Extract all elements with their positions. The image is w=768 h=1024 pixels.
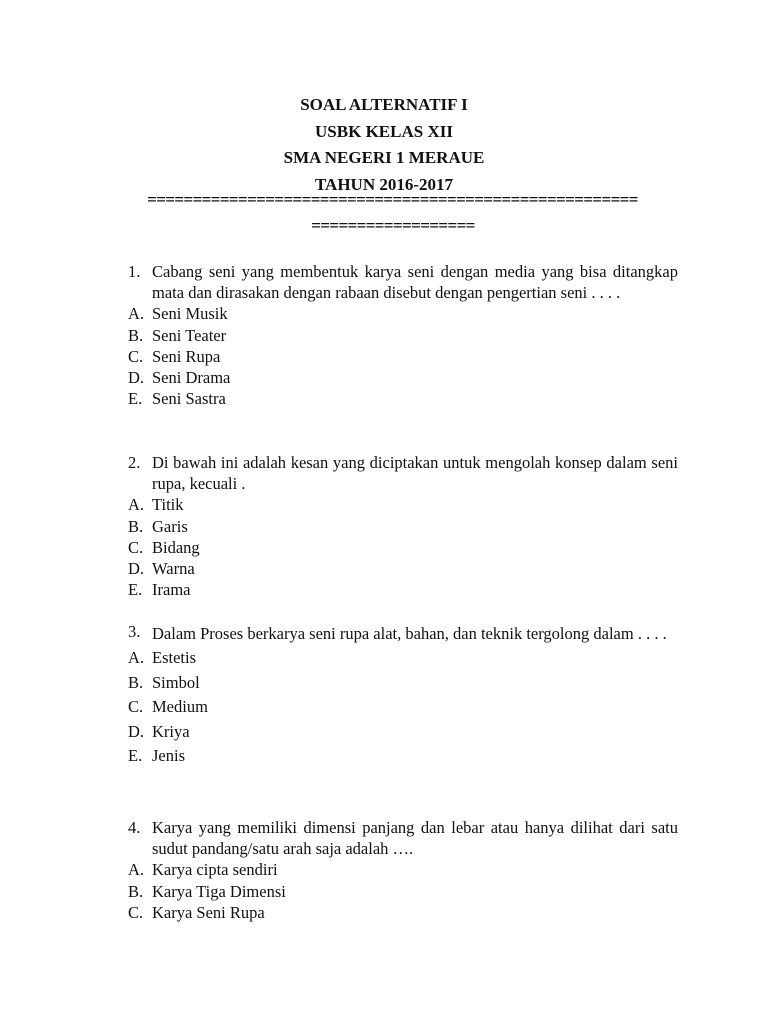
option-letter: E. bbox=[128, 580, 143, 600]
option-b bbox=[128, 516, 678, 537]
option-text: Bidang bbox=[152, 537, 200, 557]
option-letter: C. bbox=[128, 902, 144, 922]
option-letter: E. bbox=[128, 389, 143, 409]
option-d bbox=[128, 558, 678, 579]
option-c bbox=[128, 695, 678, 720]
option-d bbox=[128, 720, 678, 745]
option-text: Karya Seni Rupa bbox=[152, 902, 265, 922]
option-letter: D. bbox=[128, 559, 145, 579]
question-text: Cabang seni yang membentuk karya seni dengan media yang bisa ditangkap mata dan dirasakan dengan rabaan disebut dengan pengertian seni . . . . bbox=[152, 262, 678, 303]
option-b bbox=[128, 881, 678, 902]
option-a bbox=[128, 494, 678, 515]
question-number: 3. bbox=[128, 622, 141, 641]
question-number: 1. bbox=[128, 262, 141, 281]
option-text: Garis bbox=[152, 516, 188, 536]
question-number: 4. bbox=[128, 818, 141, 837]
option-c bbox=[128, 537, 678, 558]
option-text: Karya cipta sendiri bbox=[152, 860, 278, 880]
option-text: Karya Tiga Dimensi bbox=[152, 881, 286, 901]
option-text: Seni Teater bbox=[152, 325, 227, 345]
option-text: Jenis bbox=[152, 746, 185, 765]
option-a bbox=[128, 859, 678, 880]
option-d bbox=[128, 367, 678, 388]
header-exam: USBK KELAS XII bbox=[315, 121, 453, 141]
option-a bbox=[128, 303, 678, 324]
option-letter: E. bbox=[128, 746, 143, 765]
question-text: Di bawah ini adalah kesan yang diciptakan untuk mengolah konsep dalam seni rupa, kecuali . bbox=[152, 453, 678, 494]
option-c bbox=[128, 902, 678, 923]
header-separator: ====================================================== bbox=[147, 190, 638, 209]
question-1 bbox=[128, 261, 678, 409]
header-school: SMA NEGERI 1 MERAUE bbox=[283, 148, 485, 167]
option-e bbox=[128, 388, 678, 409]
option-c bbox=[128, 346, 678, 367]
option-letter: B. bbox=[128, 325, 144, 345]
option-text: Titik bbox=[152, 495, 184, 515]
option-text: Simbol bbox=[152, 672, 200, 692]
option-letter: D. bbox=[128, 368, 145, 388]
question-text: Dalam Proses berkarya seni rupa alat, bahan, dan teknik tergolong dalam . . . . bbox=[152, 624, 667, 643]
option-text: Seni Musik bbox=[152, 304, 228, 324]
question-2 bbox=[128, 452, 678, 600]
option-text: Irama bbox=[152, 580, 191, 600]
option-b bbox=[128, 325, 678, 346]
option-text: Seni Drama bbox=[152, 368, 231, 388]
header-separator-continued: ================== bbox=[311, 216, 475, 235]
option-letter: A. bbox=[128, 304, 145, 324]
option-text: Seni Sastra bbox=[152, 389, 226, 409]
option-e bbox=[128, 744, 678, 769]
question-text: Karya yang memiliki dimensi panjang dan lebar atau hanya dilihat dari satu sudut pandang/satu arah saja adalah …. bbox=[152, 818, 678, 859]
option-letter: C. bbox=[128, 697, 144, 716]
option-text: Seni Rupa bbox=[152, 346, 221, 366]
document-header bbox=[0, 92, 768, 198]
option-letter: C. bbox=[128, 346, 144, 366]
question-3 bbox=[128, 621, 678, 769]
option-letter: B. bbox=[128, 672, 144, 692]
option-text: Medium bbox=[152, 697, 208, 716]
option-letter: D. bbox=[128, 721, 145, 741]
option-letter: A. bbox=[128, 648, 145, 667]
option-text: Kriya bbox=[152, 721, 190, 741]
option-b bbox=[128, 671, 678, 696]
option-letter: B. bbox=[128, 881, 144, 901]
header-year: TAHUN 2016-2017 bbox=[314, 174, 454, 194]
option-letter: A. bbox=[128, 495, 145, 515]
option-letter: C. bbox=[128, 537, 144, 557]
option-e bbox=[128, 579, 678, 600]
question-number: 2. bbox=[128, 453, 141, 472]
header-title: SOAL ALTERNATIF I bbox=[300, 95, 468, 114]
question-4 bbox=[128, 817, 678, 923]
option-letter: B. bbox=[128, 516, 144, 536]
option-letter: A. bbox=[128, 860, 145, 880]
option-a bbox=[128, 646, 678, 671]
option-text: Warna bbox=[152, 559, 195, 579]
option-text: Estetis bbox=[152, 648, 196, 667]
